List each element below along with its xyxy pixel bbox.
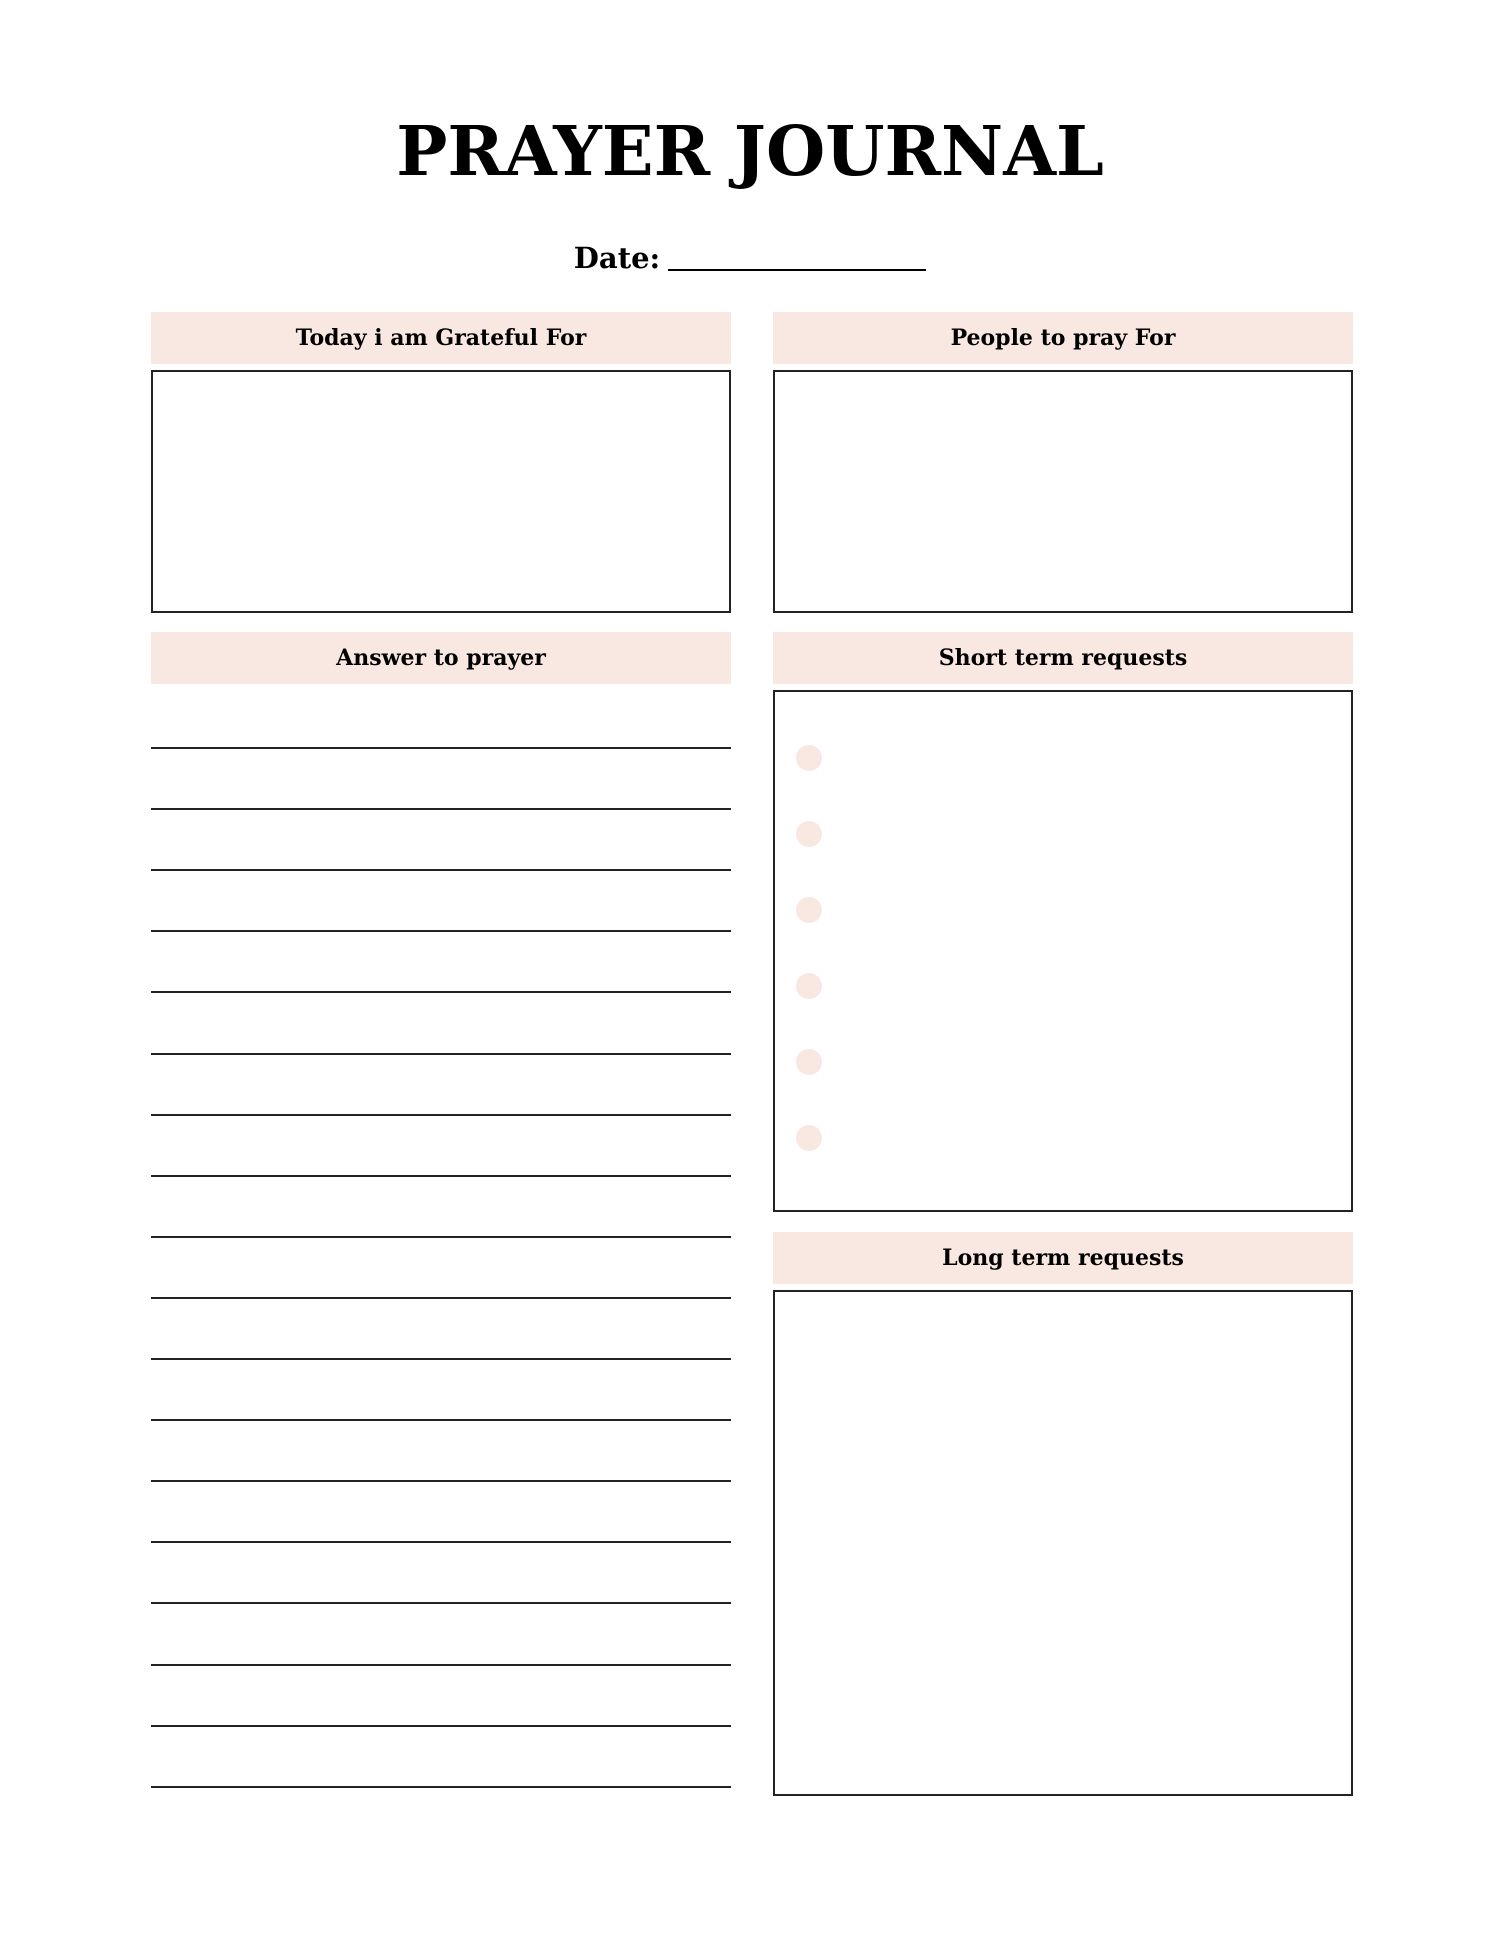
answer-line[interactable]	[151, 991, 731, 993]
answer-line[interactable]	[151, 1602, 731, 1604]
people-box[interactable]	[773, 370, 1353, 613]
grateful-header: Today i am Grateful For	[151, 312, 731, 364]
bullet-dot	[796, 897, 822, 923]
answer-line[interactable]	[151, 1664, 731, 1666]
long-term-box[interactable]	[773, 1290, 1353, 1796]
answer-line[interactable]	[151, 808, 731, 810]
answer-line[interactable]	[151, 1053, 731, 1055]
answer-line[interactable]	[151, 869, 731, 871]
people-header: People to pray For	[773, 312, 1353, 364]
bullet-dot	[796, 821, 822, 847]
answer-line[interactable]	[151, 1297, 731, 1299]
grateful-box[interactable]	[151, 370, 731, 613]
long-term-header: Long term requests	[773, 1232, 1353, 1284]
answer-line[interactable]	[151, 1725, 731, 1727]
short-term-box[interactable]	[773, 690, 1353, 1212]
answer-line[interactable]	[151, 930, 731, 932]
answer-line[interactable]	[151, 1541, 731, 1543]
bullet-dot	[796, 1125, 822, 1151]
date-field[interactable]	[668, 269, 926, 271]
short-term-header: Short term requests	[773, 632, 1353, 684]
answer-line[interactable]	[151, 1786, 731, 1788]
answer-line[interactable]	[151, 1419, 731, 1421]
bullet-dot	[796, 973, 822, 999]
answer-line[interactable]	[151, 1358, 731, 1360]
answer-line[interactable]	[151, 747, 731, 749]
date-label: Date:	[573, 241, 661, 275]
answer-header: Answer to prayer	[151, 632, 731, 684]
answer-line[interactable]	[151, 1114, 731, 1116]
date-row	[0, 241, 1500, 275]
answer-line[interactable]	[151, 1480, 731, 1482]
answer-line[interactable]	[151, 1236, 731, 1238]
bullet-dot	[796, 745, 822, 771]
bullet-dot	[796, 1049, 822, 1075]
page-title: PRAYER JOURNAL	[396, 112, 1104, 192]
answer-line[interactable]	[151, 1175, 731, 1177]
